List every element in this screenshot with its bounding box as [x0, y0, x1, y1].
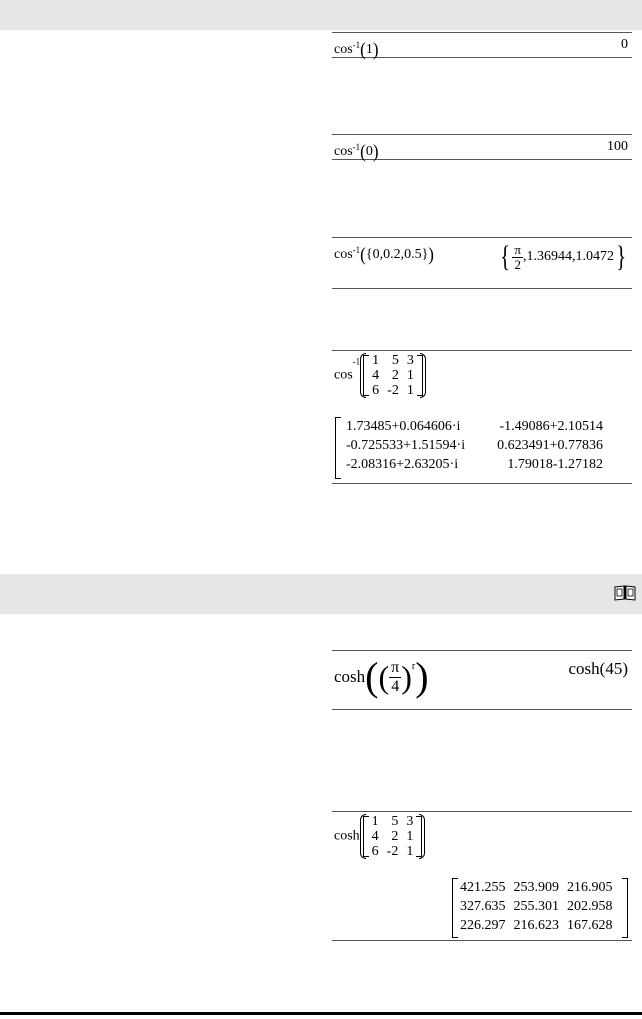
expression: [334, 814, 425, 859]
expression: [334, 353, 426, 398]
example-box-cosh-matrix: [332, 811, 632, 941]
result: 100: [607, 139, 628, 154]
exponent: -1: [352, 142, 361, 152]
result-values: ,1.36944,1.0472: [522, 249, 614, 265]
input-matrix: 1 5 3 4 2 1 6 -2 1: [372, 353, 414, 398]
function-name: cosh: [334, 828, 360, 844]
list-argument: {0,0.2,0.5}: [365, 247, 429, 262]
section-header-band: [0, 0, 642, 30]
exponent: -1: [352, 40, 361, 50]
result-matrix: 421.255 253.909 216.905 327.635 255.301 202.958 226.297 216.623 167.628: [460, 880, 613, 933]
catalog-book-icon: [614, 585, 636, 601]
expression: $\cos^{-1}(1)$: [334, 38, 379, 60]
fraction: $\frac{\pi}{4}$: [391, 658, 400, 695]
example-box-cos-inv-list: [332, 237, 632, 289]
example-box-cos-inv-2: [332, 134, 632, 160]
input-matrix: 1 5 3 4 2 1 6 -2 1: [371, 814, 414, 859]
result: cosh(45): [568, 659, 628, 678]
argument: 1: [365, 42, 373, 57]
expression: $\cos^{-1}(\{0,0.2,0.5\})$: [334, 243, 434, 265]
function-name: cos: [334, 144, 353, 159]
expression: cosh(( $\frac{\pi}{4}$ )$^r$): [334, 654, 429, 700]
result: 0: [621, 37, 628, 52]
list-result: { $\frac{\pi}{2}$ ,1.36944,1.0472}: [500, 240, 627, 273]
page-bottom-rule: [0, 1012, 642, 1015]
example-box-cosh-1: [332, 650, 632, 710]
argument: 0: [365, 144, 373, 159]
exponent: -1: [352, 245, 361, 255]
fraction: $\frac{\pi}{2}$: [514, 241, 521, 272]
example-box-cos-inv-matrix: [332, 350, 632, 484]
cosh-section-header-band: [0, 574, 642, 614]
function-name: cos: [334, 367, 353, 383]
function-name: cos: [334, 247, 353, 262]
result-matrix: 1.73485+0.064606·i -1.49086+2.10514 -0.725533+1.51594·i 0.623491+0.77836 -2.08316+2.63205·i 1.79018-1.27182: [346, 419, 604, 472]
exponent: -1: [352, 356, 361, 367]
function-name: cosh: [334, 667, 366, 687]
example-box-cos-inv-1: [332, 32, 632, 58]
expression: $\cos^{-1}(0)$: [334, 140, 379, 162]
radian-marker: r: [411, 661, 416, 672]
function-name: cos: [334, 41, 353, 57]
